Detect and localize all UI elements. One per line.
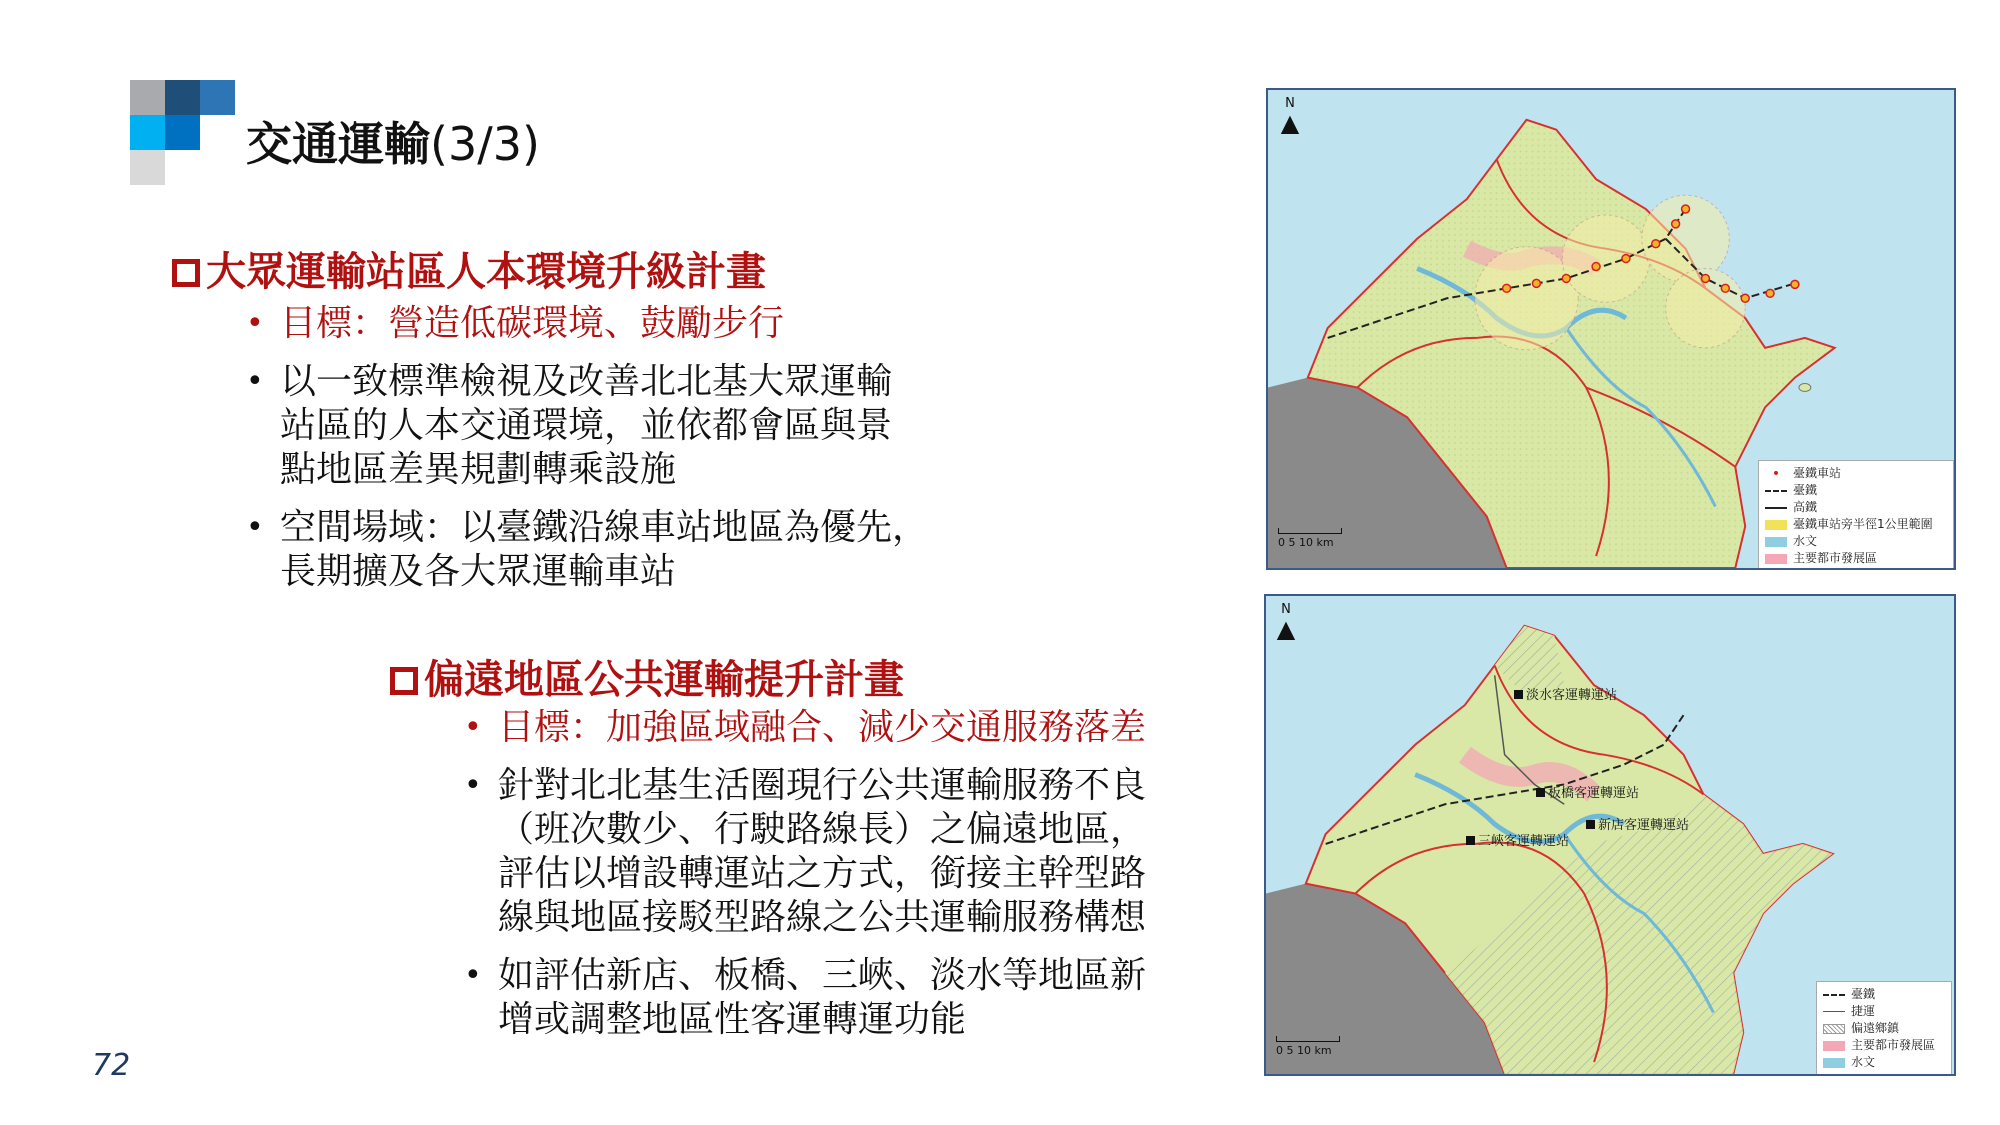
scale-ticks: 0 5 10 xyxy=(1276,1044,1311,1057)
section1-heading xyxy=(172,240,766,297)
legend-item: 臺鐵 xyxy=(1765,482,1947,499)
section1-heading-text: 大眾運輸站區人本環境升級計畫 xyxy=(206,249,766,295)
section1-bullet-list xyxy=(244,302,928,608)
bullet-line: • 針對北北基生活圈現行公共運輸服務不良 xyxy=(498,765,1147,806)
section1-bullet xyxy=(244,506,928,594)
bullet-line: • 空間場域：以臺鐵沿線車站地區為優先， xyxy=(280,507,929,548)
north-arrow-icon: N ▲ xyxy=(1276,602,1296,643)
legend-item: 臺鐵車站旁半徑1公里範圍 xyxy=(1765,516,1947,533)
checkbox-square-icon xyxy=(172,259,200,287)
north-label: N xyxy=(1281,602,1291,617)
legend-item: 高鐵 xyxy=(1765,499,1947,516)
legend-item: 臺鐵 xyxy=(1823,986,1945,1003)
title-main: 交通運輸 xyxy=(246,117,430,171)
section2-bullet xyxy=(462,764,1146,940)
bullet-line: 站區的人本交通環境，並依都會區與景 xyxy=(280,405,893,446)
scale-ticks: 0 5 10 xyxy=(1278,536,1313,549)
bullet-line: • 目標：營造低碳環境、鼓勵步行 xyxy=(280,303,785,344)
station-marker-icon xyxy=(1586,820,1595,829)
legend-item: 水文 xyxy=(1765,533,1947,550)
scale-unit: km xyxy=(1314,1044,1332,1057)
bullet-line: 增或調整地區性客運轉運功能 xyxy=(498,999,967,1040)
station-label: 板橋客運轉運站 xyxy=(1536,782,1639,801)
legend-item: 主要都市發展區 xyxy=(1823,1037,1945,1054)
logo-square xyxy=(130,80,165,115)
north-label: N xyxy=(1285,96,1295,111)
logo-square xyxy=(130,115,165,150)
section2-bullet xyxy=(462,954,1146,1042)
logo xyxy=(130,80,236,186)
bullet-line: 線與地區接駁型路線之公共運輸服務構想 xyxy=(498,897,1147,938)
legend-item: 偏遠鄉鎮 xyxy=(1823,1020,1945,1037)
page-number: 72 xyxy=(92,1048,131,1083)
section2-goal xyxy=(462,706,1146,750)
section2-heading xyxy=(390,648,904,705)
legend-item: 主要都市發展區 xyxy=(1765,550,1947,567)
bullet-line: • 以一致標準檢視及改善北北基大眾運輸 xyxy=(280,361,893,402)
station-marker-icon xyxy=(1466,836,1475,845)
page-title xyxy=(246,108,540,174)
legend-item: 捷運 xyxy=(1823,1003,1945,1020)
scale-bar xyxy=(1276,1036,1340,1057)
station-label: 淡水客運轉運站 xyxy=(1514,684,1617,703)
section2-heading-text: 偏遠地區公共運輸提升計畫 xyxy=(424,657,904,703)
north-arrow-icon: N ▲ xyxy=(1280,96,1300,137)
map1-legend xyxy=(1758,460,1954,570)
bullet-line: • 目標：加強區域融合、減少交通服務落差 xyxy=(498,707,1147,748)
map2-legend xyxy=(1816,981,1952,1076)
bullet-line: 點地區差異規劃轉乘設施 xyxy=(280,449,677,490)
scale-unit: km xyxy=(1316,536,1334,549)
bullet-line: • 如評估新店、板橋、三峽、淡水等地區新 xyxy=(498,955,1147,996)
station-marker-icon xyxy=(1536,788,1545,797)
bullet-line: （班次數少、行駛路線長）之偏遠地區， xyxy=(498,809,1147,850)
logo-square xyxy=(200,80,235,115)
title-sub: (3/3) xyxy=(430,117,540,171)
checkbox-square-icon xyxy=(390,667,418,695)
logo-square xyxy=(165,115,200,150)
scale-bar xyxy=(1278,528,1342,549)
section1-bullet xyxy=(244,360,928,492)
bullet-line: 長期擴及各大眾運輸車站 xyxy=(280,551,677,592)
map-remote-areas xyxy=(1264,594,1956,1076)
section1-goal xyxy=(244,302,928,346)
station-label: 新店客運轉運站 xyxy=(1586,814,1689,833)
logo-square xyxy=(130,150,165,185)
map-rail-stations xyxy=(1266,88,1956,570)
logo-square xyxy=(165,80,200,115)
section2-bullet-list xyxy=(462,706,1146,1056)
bullet-line: 評估以增設轉運站之方式，銜接主幹型路 xyxy=(498,853,1147,894)
legend-item: • 臺鐵車站 xyxy=(1771,465,1842,482)
legend-item: 水文 xyxy=(1823,1054,1945,1071)
station-label: 三峽客運轉運站 xyxy=(1466,830,1569,849)
station-marker-icon xyxy=(1514,690,1523,699)
